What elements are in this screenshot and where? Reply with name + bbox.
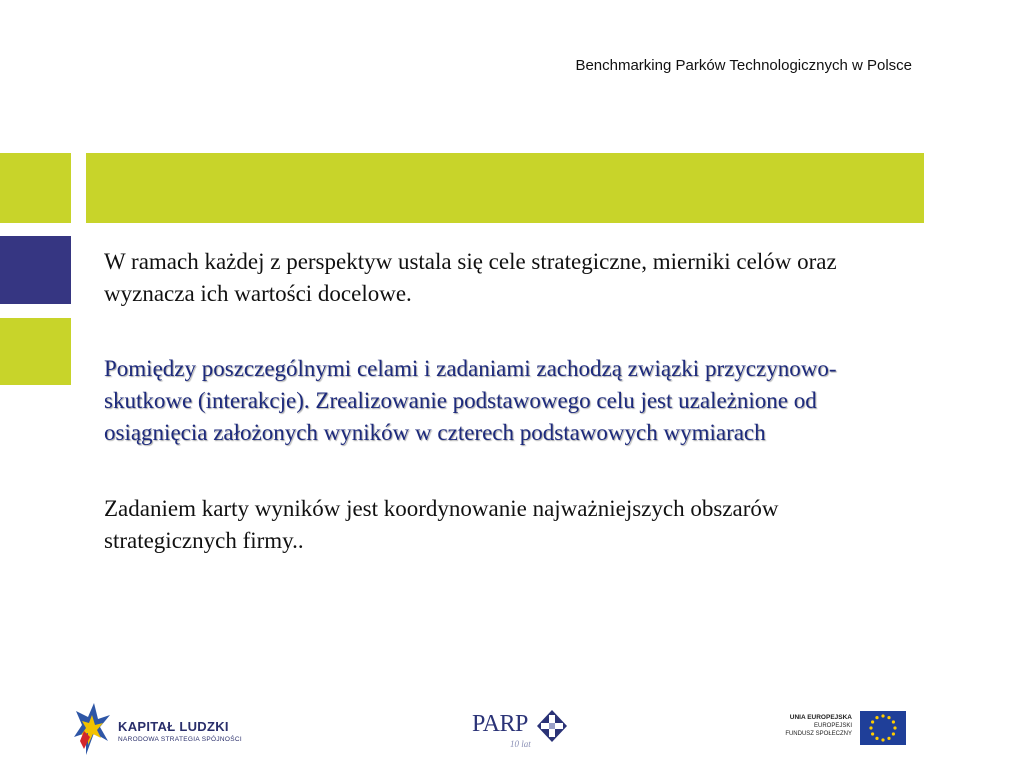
parp-years: 10 lat: [510, 739, 531, 749]
slide-content: [104, 246, 904, 557]
presentation-title: Benchmarking Parków Technologicznych w Polsce: [575, 57, 912, 74]
eu-flag-icon: [860, 711, 906, 745]
eu-logo: [780, 711, 910, 747]
kapital-ludzki-title: KAPITAŁ LUDZKI: [118, 719, 229, 734]
navy-square: [0, 236, 71, 304]
parp-logo: [472, 709, 572, 759]
paragraph-relationships: Pomiędzy poszczególnymi celami i zadaniami zachodzą związki przyczynowo-skutkowe (interakcje). Zrealizowanie podstawowego celu jest uzależnione od osiągnięcia założonych wyników w czterech podstawowych wymiarach: [104, 356, 837, 445]
green-header-bar: [86, 153, 924, 223]
green-square-top: [0, 153, 71, 223]
eu-line-1: UNIA EUROPEJSKA: [789, 714, 852, 721]
parp-diamond-icon: [536, 709, 568, 743]
paragraph-scorecard: Zadaniem karty wyników jest koordynowanie najważniejszych obszarów strategicznych firmy..: [104, 496, 779, 553]
eu-line-2: EUROPEJSKI: [813, 723, 852, 729]
kapital-ludzki-logo: [74, 701, 274, 757]
paragraph-perspectives: W ramach każdej z perspektyw ustala się cele strategiczne, mierniki celów oraz wyznacza ich wartości docelowe.: [104, 249, 837, 306]
kapital-ludzki-star-icon: [74, 701, 110, 757]
footer-logos: [0, 695, 1024, 765]
green-square-bottom: [0, 318, 71, 385]
kapital-ludzki-subtitle: NARODOWA STRATEGIA SPÓJNOŚCI: [118, 736, 242, 743]
parp-name: PARP: [472, 711, 528, 737]
eu-text: [785, 714, 852, 738]
eu-line-3: FUNDUSZ SPOŁECZNY: [785, 731, 852, 737]
